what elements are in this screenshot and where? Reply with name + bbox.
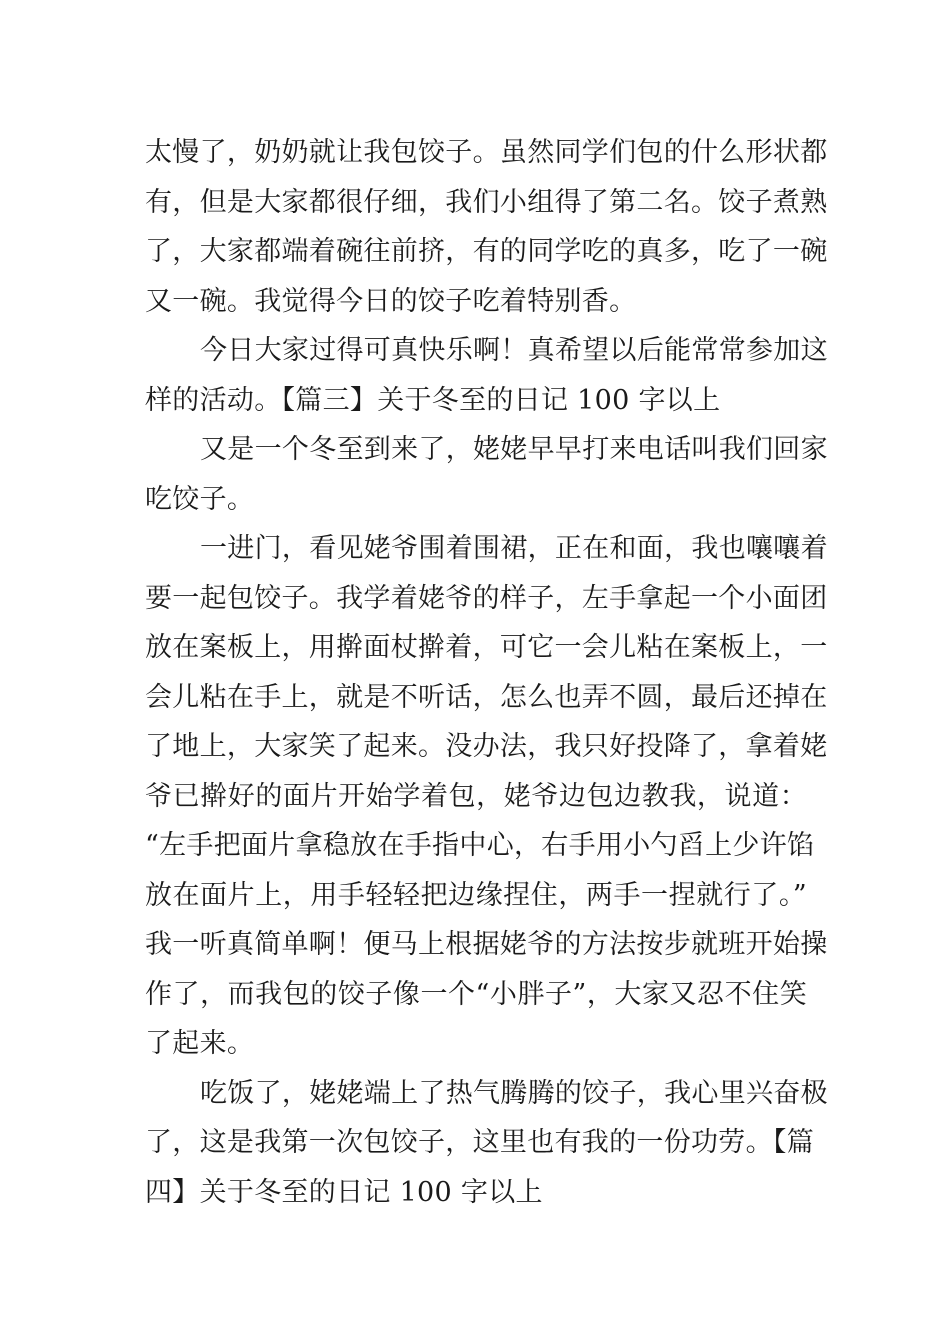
text-line: 吃饺子。 bbox=[145, 483, 255, 515]
text-line: 了，这是我第一次包饺子，这里也有我的一份功劳。【篇 bbox=[145, 1127, 814, 1158]
paragraph-start-line: 一进门，看见姥爷围着围裙，正在和面，我也嚷嚷着 bbox=[200, 533, 828, 564]
text-line: 有，但是大家都很仔细，我们小组得了第二名。饺子煮熟 bbox=[145, 186, 828, 218]
text-line: 了，大家都端着碗往前挤，有的同学吃的真多，吃了一碗 bbox=[145, 236, 828, 267]
text-line: 放在面片上，用手轻轻把边缘捏住，两手一捏就行了。” bbox=[145, 879, 807, 911]
text-line: 四】关于冬至的日记 100 字以上 bbox=[145, 1176, 543, 1208]
paragraph-start-line: 吃饭了，姥姥端上了热气腾腾的饺子，我心里兴奋极 bbox=[200, 1077, 828, 1109]
text-line: “左手把面片拿稳放在手指中心，右手用小勺舀上少许馅 bbox=[145, 830, 815, 861]
text-line: 作了，而我包的饺子像一个“小胖子”，大家又忍不住笑 bbox=[145, 978, 807, 1010]
text-line: 了起来。 bbox=[145, 1028, 255, 1059]
document-body bbox=[145, 128, 828, 1217]
text-line: 放在案板上，用擀面杖擀着，可它一会儿粘在案板上，一 bbox=[145, 632, 828, 663]
paragraph-start-line: 今日大家过得可真快乐啊！真希望以后能常常参加这 bbox=[200, 335, 828, 366]
text-line: 我一听真简单啊！便马上根据姥爷的方法按步就班开始操 bbox=[145, 929, 828, 960]
text-line: 又一碗。我觉得今日的饺子吃着特别香。 bbox=[145, 285, 637, 317]
text-line: 了地上，大家笑了起来。没办法，我只好投降了，拿着姥 bbox=[145, 731, 828, 762]
text-line: 爷已擀好的面片开始学着包，姥爷边包边教我，说道： bbox=[145, 780, 807, 812]
text-line: 太慢了，奶奶就让我包饺子。虽然同学们包的什么形状都 bbox=[145, 137, 828, 168]
text-line: 要一起包饺子。我学着姥爷的样子，左手拿起一个小面团 bbox=[145, 582, 828, 614]
text-line: 会儿粘在手上，就是不听话，怎么也弄不圆，最后还掉在 bbox=[145, 681, 828, 713]
text-line: 样的活动。【篇三】关于冬至的日记 100 字以上 bbox=[145, 384, 721, 416]
paragraph-start-line: 又是一个冬至到来了，姥姥早早打来电话叫我们回家 bbox=[200, 434, 828, 465]
